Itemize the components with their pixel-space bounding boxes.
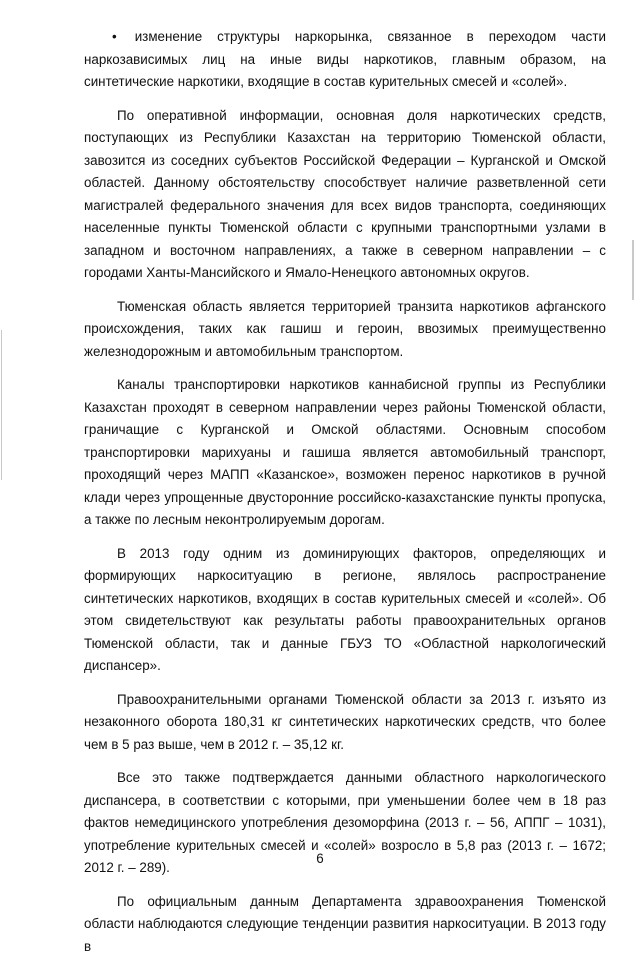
page-number: 6 xyxy=(316,851,324,866)
paragraph-seizures: Правоохранительными органами Тюменской области за 2013 г. изъято из незаконного оборота 180,31 кг синтетических наркотических средств, что более чем в 5 раз выше, чем в 2012 г. – 35,12 кг. xyxy=(84,691,606,752)
paragraph-drug-sources: По оперативной информации, основная доля наркотических средств, поступающих из Республики Казахстан на территорию Тюменской области, завозится из соседних субъектов Российской Федерации – Курганской и Омской областей. Данному обстоятельству способствует наличие разветвленной сети магистралей федерального значения для всех видов транспорта, соединяющих населенные пункты Тюменской области с крупными транспортными узлами в западном и восточном направлениях, а также в северном направлении – с городами Ханты-Мансийского и Ямало-Ненецкого автономных округов. xyxy=(84,107,606,280)
bullet-text: изменение структуры наркорынка, связанное в переходом части наркозависимых лиц на иные виды наркотиков, главным образом, на синтетические наркотики, входящие в состав курительных смесей и «солей». xyxy=(84,29,606,89)
paragraph-health-department: По официальным данным Департамента здравоохранения Тюменской области наблюдаются следующие тенденции развития наркоситуации. В 2013 году в xyxy=(84,893,606,954)
scan-edge-mark xyxy=(632,240,634,300)
document-page xyxy=(84,26,606,969)
scan-edge-mark xyxy=(1,330,2,480)
bullet-paragraph xyxy=(84,26,606,94)
paragraph-dispensary-data: Все это также подтверждается данными областного наркологического диспансера, в соответствии с которыми, при уменьшении более чем в 18 раз фактов немедицинского употребления дезоморфина (2013 г. – 56, АППГ – 1031), употребление курительных смесей и «солей» возросло в 5,8 раз (2013 г. – 1672; 2012 г. – 289). xyxy=(84,770,606,875)
paragraph-synthetic-drugs: В 2013 году одним из доминирующих факторов, определяющих и формирующих наркоситуацию в регионе, являлось распространение синтетических наркотиков, входящих в состав курительных смесей и «солей». Об этом свидетельствуют как результаты работы правоохранительных органов Тюменской области, так и данные ГБУЗ ТО «Областной наркологический диспансер». xyxy=(84,545,606,673)
bullet-glyph: • xyxy=(112,29,117,44)
paragraph-transit: Тюменская область является территорией транзита наркотиков афганского происхождения, таких как гашиш и героин, ввозимых преимущественно железнодорожным и автомобильным транспортом. xyxy=(84,298,606,359)
paragraph-cannabis-channels: Каналы транспортировки наркотиков каннабисной группы из Республики Казахстан проходят в северном направлении через районы Тюменской области, граничащие с Курганской и Омской областями. Основным способом транспортировки марихуаны и гашиша является автомобильный транспорт, проходящий через МАПП «Казанское», возможен перенос наркотиков в ручной клади через упрощенные двусторонние российско-казахстанские пункты пропуска, а также по лесным неконтролируемым дорогам. xyxy=(84,377,606,527)
